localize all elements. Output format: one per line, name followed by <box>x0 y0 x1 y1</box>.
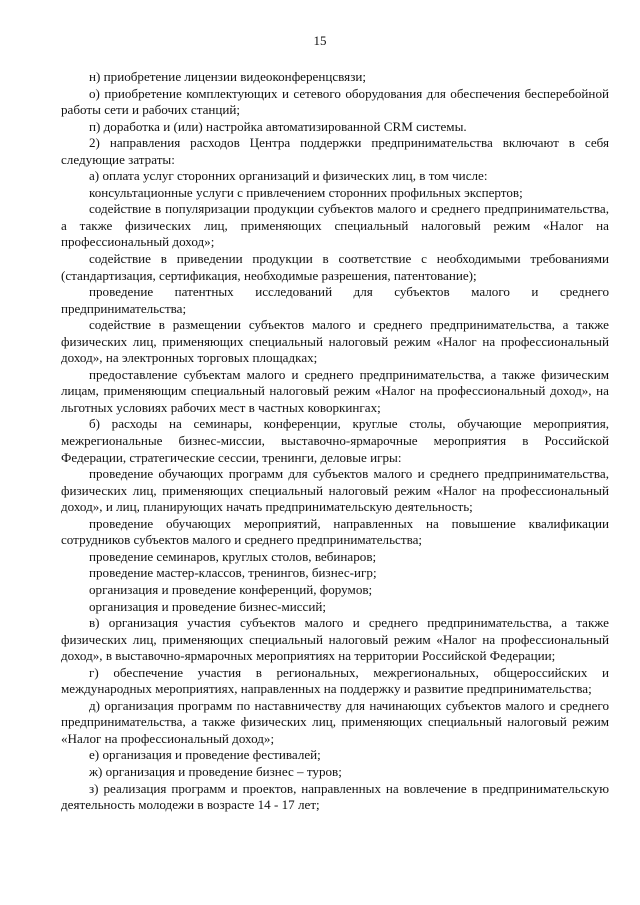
paragraph: проведение патентных исследований для субъектов малого и среднего предпринимательства; <box>61 284 609 316</box>
paragraph: н) приобретение лицензии видеоконференцсвязи; <box>89 69 367 84</box>
paragraph: организация и проведение бизнес-миссий; <box>89 598 327 614</box>
paragraph: 2) направления расходов Центра поддержки предпринимательства включают в себя следующие затраты: <box>61 135 609 167</box>
paragraph: в) организация участия субъектов малого и среднего предпринимательства, а также физических лиц, применяющих специальный налоговый режим «Налог на профессиональный доход», в выставочно-ярмарочных мероприятиях на территории Российской Федерации; <box>61 615 609 664</box>
paragraph: д) организация программ по наставничеству для начинающих субъектов малого и среднего предпринимательства, а также физических лиц, применяющих специальный налоговый режим «Налог на профессиональный доход»; <box>61 697 609 746</box>
paragraph: предоставление субъектам малого и среднего предпринимательства, а также физическим лицам, применяющим специальный налоговый режим «Налог на профессиональный доход», на льготных условиях рабочих мест в частных коворкингах; <box>61 366 609 415</box>
paragraph: содействие в приведении продукции в соответствие с необходимыми требованиями (стандартизация, сертификация, необходимые разрешения, патентование); <box>61 251 609 283</box>
paragraph: б) расходы на семинары, конференции, круглые столы, обучающие мероприятия, межрегиональные бизнес-миссии, выставочно-ярмарочные мероприятия в Российской Федерации, стратегические сессии, тренинги, деловые игры: <box>61 416 609 465</box>
paragraph: е) организация и проведение фестивалей; <box>89 747 321 763</box>
paragraph: проведение обучающих программ для субъектов малого и среднего предпринимательства, физических лиц, применяющих специальный налоговый режим «Налог на профессиональный доход», и лиц, планирующих начать предпринимательскую деятельность; <box>61 466 609 515</box>
paragraph: з) реализация программ и проектов, направленных на вовлечение в предпринимательскую деятельность молодежи в возрасте 14 - 17 лет; <box>61 780 609 813</box>
paragraph: о) приобретение комплектующих и сетевого оборудования для обеспечения бесперебойной работы сети и рабочих станций; <box>61 85 609 118</box>
paragraph: проведение семинаров, круглых столов, вебинаров; <box>89 548 377 564</box>
paragraph: г) обеспечение участия в региональных, межрегиональных, общероссийских и международных мероприятиях, направленных на поддержку и развитие предпринимательства; <box>61 664 609 697</box>
paragraph: организация и проведение конференций, форумов; <box>89 581 373 597</box>
paragraph: проведение мастер-классов, тренингов, бизнес-игр; <box>89 565 377 581</box>
document-body <box>61 69 609 814</box>
paragraph: консультационные услуги с привлечением сторонних профильных экспертов; <box>89 184 523 200</box>
paragraph: а) оплата услуг сторонних организаций и физических лиц, в том числе: <box>89 168 488 184</box>
paragraph: содействие в размещении субъектов малого и среднего предпринимательства, а также физических лиц, применяющих специальный налоговый режим «Налог на профессиональный доход», на электронных торговых площадках; <box>61 317 609 366</box>
page-number: 15 <box>313 33 327 48</box>
paragraph: проведение обучающих мероприятий, направленных на повышение квалификации сотрудников субъектов малого и среднего предпринимательства; <box>61 515 609 548</box>
paragraph: ж) организация и проведение бизнес – туров; <box>89 763 342 779</box>
paragraph: содействие в популяризации продукции субъектов малого и среднего предпринимательства, а также физических лиц, применяющих специальный налоговый режим «Налог на профессиональный доход»; <box>61 201 609 250</box>
paragraph: п) доработка и (или) настройка автоматизированной CRM системы. <box>89 118 467 134</box>
